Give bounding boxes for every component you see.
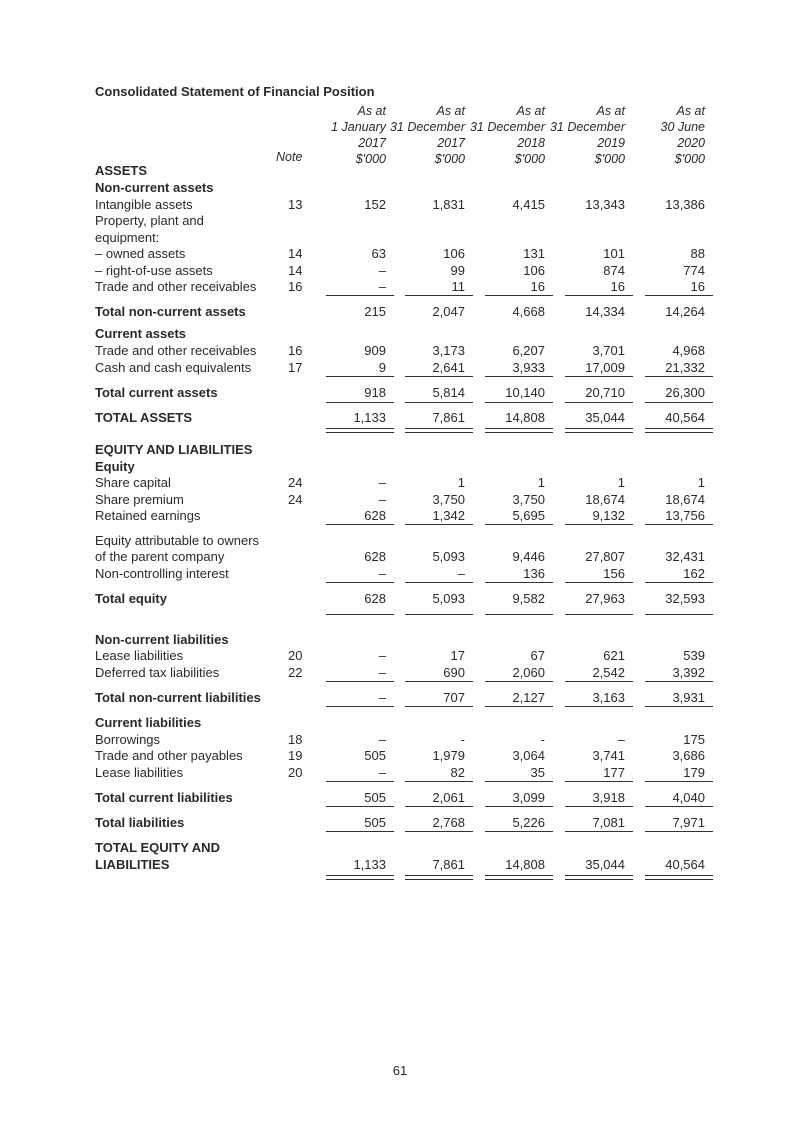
column-header-line: As at xyxy=(676,104,705,118)
table-row xyxy=(0,714,800,731)
row-label: of the parent company xyxy=(95,549,225,564)
row-value: 35,044 xyxy=(585,410,625,425)
total-double-rule xyxy=(645,428,713,433)
total-double-rule xyxy=(645,875,713,880)
row-value: 2,127 xyxy=(512,690,545,705)
row-value: 628 xyxy=(364,591,386,606)
row-label: Total current assets xyxy=(95,385,218,400)
column-header-line: $'000 xyxy=(594,152,625,166)
row-label: Lease liabilities xyxy=(95,648,184,663)
row-label: Borrowings xyxy=(95,732,161,747)
column-header-line: As at xyxy=(357,104,386,118)
column-header-line: 2020 xyxy=(677,136,705,150)
column-header-line: $'000 xyxy=(514,152,545,166)
row-value: 131 xyxy=(523,246,545,261)
row-note: 16 xyxy=(288,343,303,358)
row-value: 690 xyxy=(443,665,465,680)
row-label: LIABILITIES xyxy=(95,857,170,872)
row-value: 9,446 xyxy=(512,549,545,564)
row-value: 1,342 xyxy=(432,508,465,523)
row-value: 14,808 xyxy=(505,410,545,425)
subtotal-rule xyxy=(645,806,713,807)
table-row xyxy=(0,325,800,342)
row-value: 1,831 xyxy=(432,197,465,212)
column-header-line: 2018 xyxy=(517,136,545,150)
row-label: Trade and other payables xyxy=(95,748,243,763)
row-value: 6,207 xyxy=(512,343,545,358)
row-value: 7,861 xyxy=(432,410,465,425)
row-value: 505 xyxy=(364,790,386,805)
row-value: 1,979 xyxy=(432,748,465,763)
subtotal-rule xyxy=(485,376,553,377)
row-value: 7,971 xyxy=(672,815,705,830)
table-row xyxy=(0,789,800,806)
column-header-line: As at xyxy=(516,104,545,118)
subtotal-rule xyxy=(485,831,553,832)
table-row xyxy=(0,409,800,426)
table-row xyxy=(0,491,800,508)
subtotal-rule xyxy=(326,402,394,403)
column-header-line: As at xyxy=(596,104,625,118)
row-value: 88 xyxy=(690,246,705,261)
table-row xyxy=(0,262,800,279)
row-label: Trade and other receivables xyxy=(95,279,257,294)
column-header-line: 31 December xyxy=(469,120,545,134)
row-value: 3,064 xyxy=(512,748,545,763)
note-column-header: Note xyxy=(276,150,303,164)
row-label: Share capital xyxy=(95,475,171,490)
table-row xyxy=(0,814,800,831)
row-value: 1 xyxy=(697,475,705,490)
table-row xyxy=(0,458,800,475)
row-label: TOTAL ASSETS xyxy=(95,410,193,425)
row-value: 918 xyxy=(364,385,386,400)
row-value: 2,641 xyxy=(432,360,465,375)
row-value: 35 xyxy=(530,765,545,780)
row-value: – xyxy=(378,475,386,490)
row-value: 2,061 xyxy=(432,790,465,805)
row-label: EQUITY AND LIABILITIES xyxy=(95,442,253,457)
row-value: 16 xyxy=(690,279,705,294)
table-row xyxy=(0,342,800,359)
row-label: Total current liabilities xyxy=(95,790,233,805)
row-value: 32,593 xyxy=(665,591,705,606)
row-value: 5,093 xyxy=(432,549,465,564)
subtotal-rule xyxy=(405,706,473,707)
subtotal-rule xyxy=(405,402,473,403)
row-label: Non-controlling interest xyxy=(95,566,229,581)
row-label: – owned assets xyxy=(95,246,186,261)
page-number: 61 xyxy=(392,1063,408,1078)
row-value: 18,674 xyxy=(665,492,705,507)
table-row xyxy=(0,162,800,179)
row-value: 16 xyxy=(610,279,625,294)
subtotal-rule xyxy=(485,402,553,403)
row-value: 3,701 xyxy=(592,343,625,358)
subtotal-rule xyxy=(405,376,473,377)
row-value: 17,009 xyxy=(585,360,625,375)
subtotal-rule xyxy=(485,706,553,707)
row-value: 21,332 xyxy=(665,360,705,375)
table-row xyxy=(0,548,800,565)
table-row xyxy=(0,229,800,246)
table-row xyxy=(0,278,800,295)
row-value: 1 xyxy=(617,475,625,490)
row-value: 32,431 xyxy=(665,549,705,564)
row-value: 152 xyxy=(364,197,386,212)
total-double-rule xyxy=(326,428,394,433)
table-row xyxy=(0,731,800,748)
row-note: 20 xyxy=(288,648,303,663)
row-value: 9,132 xyxy=(592,508,625,523)
row-value: 20,710 xyxy=(585,385,625,400)
row-value: 3,931 xyxy=(672,690,705,705)
subtotal-rule xyxy=(565,781,633,782)
row-value: – xyxy=(617,732,625,747)
row-value: 9 xyxy=(378,360,386,375)
table-row xyxy=(0,474,800,491)
table-row xyxy=(0,565,800,582)
subtotal-rule xyxy=(326,781,394,782)
row-label: Lease liabilities xyxy=(95,765,184,780)
subtotal-rule xyxy=(326,831,394,832)
row-value: – xyxy=(378,279,386,294)
subtotal-rule xyxy=(645,524,713,525)
subtotal-rule xyxy=(405,831,473,832)
row-value: 40,564 xyxy=(665,410,705,425)
subtotal-rule xyxy=(645,681,713,682)
row-value: 11 xyxy=(451,279,465,294)
subtotal-rule xyxy=(645,781,713,782)
total-double-rule xyxy=(565,428,633,433)
row-value: 3,750 xyxy=(512,492,545,507)
row-value: 14,808 xyxy=(505,857,545,872)
row-value: 3,741 xyxy=(592,748,625,763)
row-value: – xyxy=(457,566,465,581)
row-value: 162 xyxy=(683,566,705,581)
column-header-line: $'000 xyxy=(674,152,705,166)
column-header-line: 30 June xyxy=(660,120,705,134)
table-row xyxy=(0,664,800,681)
row-value: 82 xyxy=(450,765,465,780)
column-header-line: 31 December xyxy=(549,120,625,134)
table-row xyxy=(0,839,800,856)
row-value: 3,392 xyxy=(672,665,705,680)
row-value: – xyxy=(378,492,386,507)
row-value: 909 xyxy=(364,343,386,358)
subtotal-rule xyxy=(645,376,713,377)
subtotal-rule xyxy=(326,614,394,615)
row-label: Property, plant and xyxy=(95,213,204,228)
row-value: 27,807 xyxy=(585,549,625,564)
row-value: – xyxy=(378,765,386,780)
subtotal-rule xyxy=(565,402,633,403)
subtotal-rule xyxy=(405,582,473,583)
subtotal-rule xyxy=(326,681,394,682)
subtotal-rule xyxy=(485,295,553,296)
row-value: – xyxy=(378,665,386,680)
row-value: 7,081 xyxy=(592,815,625,830)
row-value: - xyxy=(540,732,545,747)
row-value: 2,060 xyxy=(512,665,545,680)
table-row xyxy=(0,384,800,401)
row-value: 539 xyxy=(683,648,705,663)
row-value: 3,750 xyxy=(432,492,465,507)
table-row xyxy=(0,303,800,320)
row-value: 99 xyxy=(450,263,465,278)
row-value: 5,226 xyxy=(512,815,545,830)
row-label: Non-current liabilities xyxy=(95,632,229,647)
row-value: - xyxy=(460,732,465,747)
row-label: Cash and cash equivalents xyxy=(95,360,252,375)
row-note: 22 xyxy=(288,665,303,680)
subtotal-rule xyxy=(485,781,553,782)
row-value: – xyxy=(378,732,386,747)
subtotal-rule xyxy=(565,681,633,682)
row-value: 67 xyxy=(530,648,545,663)
row-value: 13,756 xyxy=(665,508,705,523)
table-row xyxy=(0,764,800,781)
row-note: 18 xyxy=(288,732,303,747)
table-row xyxy=(0,245,800,262)
table-row xyxy=(0,647,800,664)
table-row xyxy=(0,747,800,764)
row-value: 3,163 xyxy=(592,690,625,705)
table-row xyxy=(0,507,800,524)
subtotal-rule xyxy=(645,402,713,403)
row-value: 874 xyxy=(603,263,625,278)
statement-title: Consolidated Statement of Financial Position xyxy=(95,84,375,99)
table-row xyxy=(0,631,800,648)
subtotal-rule xyxy=(565,582,633,583)
column-header-line: 1 January xyxy=(331,120,386,134)
row-value: 9,582 xyxy=(512,591,545,606)
subtotal-rule xyxy=(485,524,553,525)
column-header-line: As at xyxy=(436,104,465,118)
row-value: – xyxy=(378,263,386,278)
subtotal-rule xyxy=(485,614,553,615)
table-row xyxy=(0,689,800,706)
subtotal-rule xyxy=(405,681,473,682)
row-value: 106 xyxy=(523,263,545,278)
row-value: 1 xyxy=(537,475,545,490)
row-value: 101 xyxy=(603,246,625,261)
row-value: 63 xyxy=(371,246,386,261)
row-value: 14,264 xyxy=(665,304,705,319)
row-value: 26,300 xyxy=(665,385,705,400)
row-value: 156 xyxy=(603,566,625,581)
row-value: 2,047 xyxy=(432,304,465,319)
row-note: 20 xyxy=(288,765,303,780)
row-value: 40,564 xyxy=(665,857,705,872)
row-label: Trade and other receivables xyxy=(95,343,257,358)
row-note: 13 xyxy=(288,197,303,212)
row-value: 707 xyxy=(443,690,465,705)
subtotal-rule xyxy=(326,295,394,296)
total-double-rule xyxy=(405,428,473,433)
row-value: 16 xyxy=(530,279,545,294)
total-double-rule xyxy=(485,428,553,433)
column-header-line: 2019 xyxy=(597,136,625,150)
table-row xyxy=(0,441,800,458)
subtotal-rule xyxy=(326,806,394,807)
row-value: 2,768 xyxy=(432,815,465,830)
row-value: 7,861 xyxy=(432,857,465,872)
subtotal-rule xyxy=(326,582,394,583)
row-value: 136 xyxy=(523,566,545,581)
row-value: 27,963 xyxy=(585,591,625,606)
table-row xyxy=(0,179,800,196)
row-value: 13,386 xyxy=(665,197,705,212)
column-header xyxy=(605,103,705,167)
subtotal-rule xyxy=(405,806,473,807)
table-row xyxy=(0,212,800,229)
row-note: 14 xyxy=(288,263,303,278)
row-value: 505 xyxy=(364,815,386,830)
subtotal-rule xyxy=(405,781,473,782)
total-double-rule xyxy=(405,875,473,880)
subtotal-rule xyxy=(645,614,713,615)
row-label: Total liabilities xyxy=(95,815,185,830)
row-value: 3,173 xyxy=(432,343,465,358)
subtotal-rule xyxy=(565,376,633,377)
subtotal-rule xyxy=(645,706,713,707)
row-label: equipment: xyxy=(95,230,160,245)
row-note: 24 xyxy=(288,475,303,490)
row-note: 16 xyxy=(288,279,303,294)
row-value: 3,686 xyxy=(672,748,705,763)
row-value: 215 xyxy=(364,304,386,319)
row-label: Total non-current assets xyxy=(95,304,246,319)
row-note: 24 xyxy=(288,492,303,507)
row-value: 3,933 xyxy=(512,360,545,375)
subtotal-rule xyxy=(565,831,633,832)
row-value: 628 xyxy=(364,549,386,564)
row-value: 1 xyxy=(457,475,465,490)
row-value: 621 xyxy=(603,648,625,663)
subtotal-rule xyxy=(405,614,473,615)
row-value: – xyxy=(378,648,386,663)
table-row xyxy=(0,532,800,549)
row-value: 106 xyxy=(443,246,465,261)
row-value: 35,044 xyxy=(585,857,625,872)
subtotal-rule xyxy=(485,806,553,807)
row-label: Current assets xyxy=(95,326,187,341)
table-row xyxy=(0,196,800,213)
row-value: 14,334 xyxy=(585,304,625,319)
row-label: Retained earnings xyxy=(95,508,201,523)
subtotal-rule xyxy=(565,295,633,296)
row-label: Equity xyxy=(95,459,135,474)
row-value: – xyxy=(378,690,386,705)
column-header-line: 2017 xyxy=(358,136,386,150)
row-value: 628 xyxy=(364,508,386,523)
row-label: ASSETS xyxy=(95,163,148,178)
table-row xyxy=(0,856,800,873)
row-value: 177 xyxy=(603,765,625,780)
row-note: 19 xyxy=(288,748,303,763)
row-note: 14 xyxy=(288,246,303,261)
row-value: 1,133 xyxy=(353,857,386,872)
column-header-line: $'000 xyxy=(434,152,465,166)
row-value: 3,918 xyxy=(592,790,625,805)
row-label: Current liabilities xyxy=(95,715,202,730)
subtotal-rule xyxy=(405,295,473,296)
row-value: 505 xyxy=(364,748,386,763)
row-value: 5,093 xyxy=(432,591,465,606)
subtotal-rule xyxy=(645,582,713,583)
table-row xyxy=(0,590,800,607)
row-value: 1,133 xyxy=(353,410,386,425)
subtotal-rule xyxy=(326,706,394,707)
row-value: 13,343 xyxy=(585,197,625,212)
subtotal-rule xyxy=(326,376,394,377)
row-value: 179 xyxy=(683,765,705,780)
row-value: 4,415 xyxy=(512,197,545,212)
row-label: Total equity xyxy=(95,591,167,606)
row-label: Deferred tax liabilities xyxy=(95,665,220,680)
subtotal-rule xyxy=(565,614,633,615)
row-value: 5,814 xyxy=(432,385,465,400)
row-label: TOTAL EQUITY AND xyxy=(95,840,220,855)
row-value: 17 xyxy=(450,648,465,663)
total-double-rule xyxy=(565,875,633,880)
row-value: 18,674 xyxy=(585,492,625,507)
row-label: Equity attributable to owners xyxy=(95,533,260,548)
row-value: – xyxy=(378,566,386,581)
row-value: 5,695 xyxy=(512,508,545,523)
row-note: 17 xyxy=(288,360,303,375)
subtotal-rule xyxy=(565,524,633,525)
subtotal-rule xyxy=(326,524,394,525)
row-label: Total non-current liabilities xyxy=(95,690,261,705)
row-label: Share premium xyxy=(95,492,184,507)
row-value: 4,040 xyxy=(672,790,705,805)
subtotal-rule xyxy=(565,806,633,807)
row-value: 10,140 xyxy=(505,385,545,400)
column-header-line: 31 December xyxy=(389,120,465,134)
row-value: 774 xyxy=(683,263,705,278)
subtotal-rule xyxy=(405,524,473,525)
subtotal-rule xyxy=(485,582,553,583)
row-label: – right-of-use assets xyxy=(95,263,213,278)
row-value: 4,968 xyxy=(672,343,705,358)
row-value: 175 xyxy=(683,732,705,747)
table-row xyxy=(0,359,800,376)
row-value: 2,542 xyxy=(592,665,625,680)
total-double-rule xyxy=(326,875,394,880)
subtotal-rule xyxy=(565,706,633,707)
subtotal-rule xyxy=(485,681,553,682)
column-header-line: 2017 xyxy=(437,136,465,150)
subtotal-rule xyxy=(645,295,713,296)
row-label: Non-current assets xyxy=(95,180,214,195)
subtotal-rule xyxy=(645,831,713,832)
total-double-rule xyxy=(485,875,553,880)
row-value: 3,099 xyxy=(512,790,545,805)
column-header-line: $'000 xyxy=(355,152,386,166)
row-label: Intangible assets xyxy=(95,197,193,212)
row-value: 4,668 xyxy=(512,304,545,319)
